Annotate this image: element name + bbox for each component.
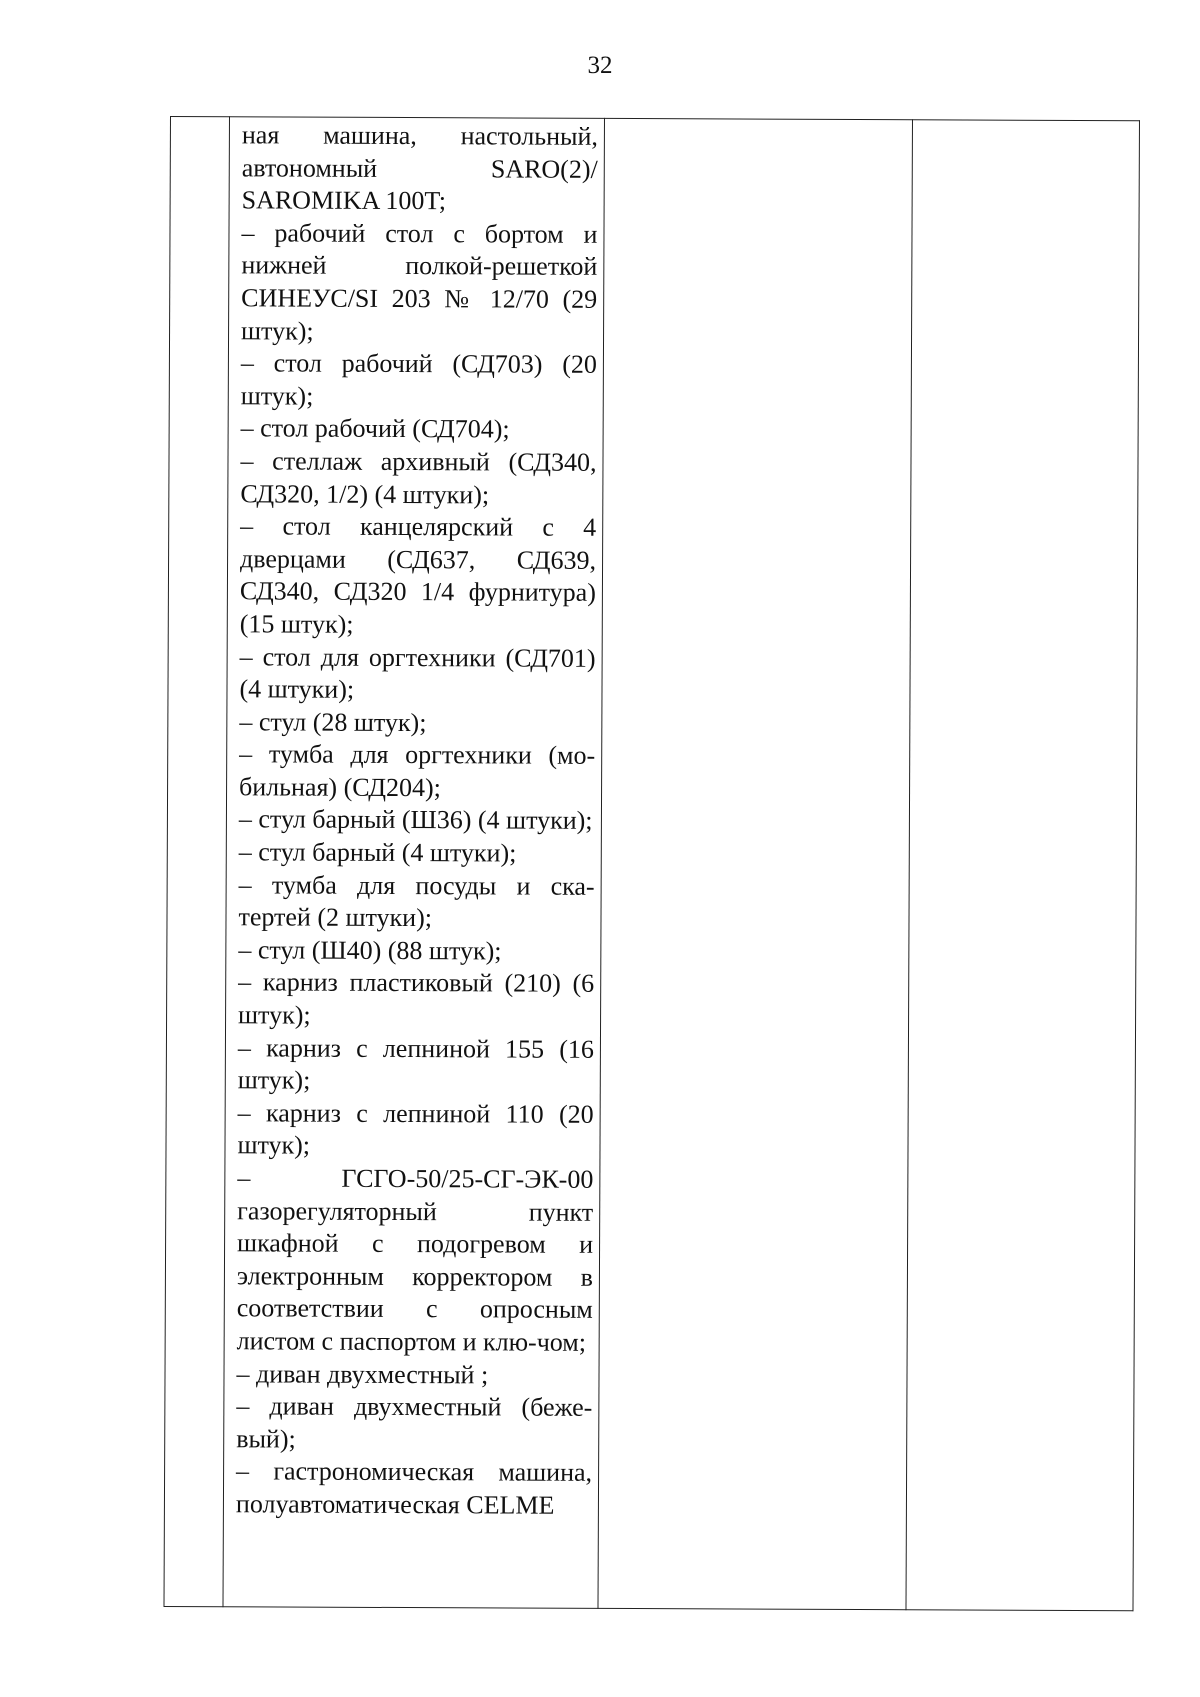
list-item: – стол для оргтехники (СД701) (4 штуки); (239, 641, 596, 704)
page-number (0, 52, 1200, 80)
list-item: – тумба для посуды и ска-тертей (2 штуки); (238, 869, 595, 933)
list-item: – стул барный (4 штуки); (238, 837, 517, 868)
list-item: – стул (28 штук); (239, 706, 427, 737)
list-item: – ГСГО-50/25-СГ-ЭК-00 газорегуляторный пункт шкафной с подогревом и электронным корректором в соответствии с опросным листом с паспортом и клю-чом; (236, 1163, 594, 1357)
items-list (224, 117, 604, 1522)
list-item: – стол рабочий (СД704); (240, 413, 510, 444)
list-item: – диван двухместный ; (236, 1358, 489, 1389)
list-item: – гастрономическая машина, полуавтоматическая CELME (235, 1456, 593, 1520)
list-item: ная машина, настольный, автономный SARO(2)/ SAROMIKA 100T; (241, 120, 598, 216)
list-item: – стул барный (Ш36) (4 штуки); (238, 804, 593, 836)
list-item: – карниз с лепниной 110 (20 штук); (237, 1098, 594, 1161)
list-item: – стеллаж архивный (СД340, СД320, 1/2) (4 штуки); (240, 446, 597, 509)
column-4-cell (906, 120, 1139, 1611)
column-3-cell (598, 118, 912, 1609)
equipment-table (163, 116, 1139, 1611)
list-item: – тумба для оргтехники (мо-бильная) (СД204); (239, 739, 596, 803)
table-row (164, 117, 1139, 1611)
list-item: – диван двухместный (беже-вый); (236, 1391, 593, 1454)
list-item: – стул (Ш40) (88 штук); (238, 935, 502, 966)
list-item: – карниз пластиковый (210) (6 штук); (238, 967, 595, 1030)
list-item: – рабочий стол с бортом и нижней полкой-решеткой СИНЕУС/SI 203 № 12/70 (29 штук); (241, 218, 598, 346)
list-item: – карниз с лепниной 155 (16 штук); (237, 1032, 594, 1095)
page-number-text: 32 (587, 52, 613, 79)
number-cell (164, 117, 230, 1607)
list-item: – стол канцелярский с 4 дверцами (СД637, СД639, СД340, СД320 1/4 фурнитура) (15 штук); (239, 511, 597, 639)
items-cell (223, 117, 604, 1609)
list-item: – стол рабочий (СД703) (20 штук); (240, 348, 597, 411)
